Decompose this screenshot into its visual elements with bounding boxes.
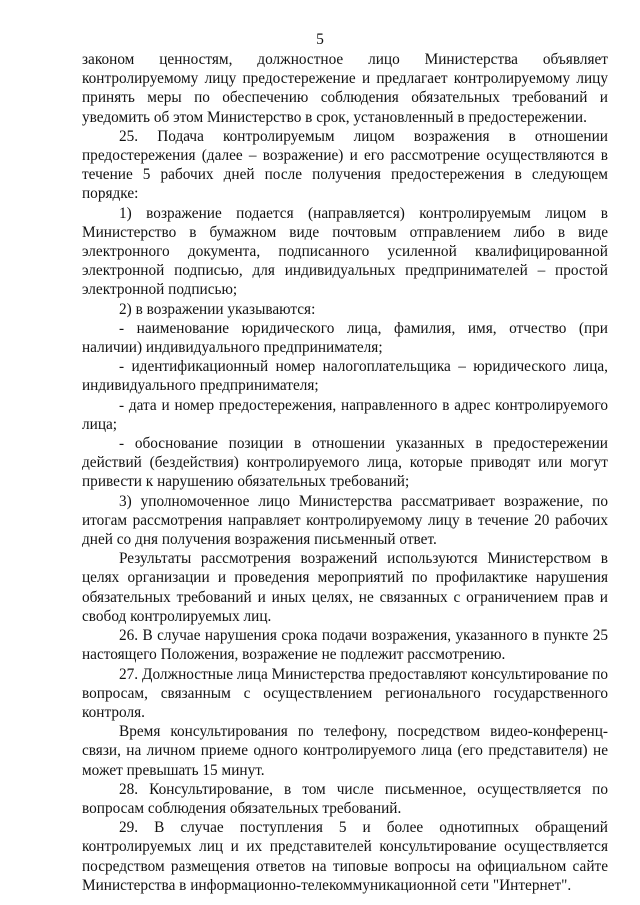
paragraph-25: 25. Подача контролируемым лицом возражения в отношении предостережения (далее – возражение) и его рассмотрение осуществляются в течение 5 рабочих дней после получения предостережения в следующем порядке: (82, 127, 608, 203)
document-body (82, 50, 608, 895)
paragraph-28: 28. Консультирование, в том числе письменное, осуществляется по вопросам соблюдения обязательных требований. (82, 780, 608, 817)
paragraph-25-item-1: 1) возражение подается (направляется) контролируемым лицом в Министерство в бумажном виде почтовым отправлением либо в виде электронного документа, подписанного усиленной квалифицированной электронной подписью, для индивидуальных предпринимателей – простой электронной подписью; (82, 204, 608, 299)
paragraph-continuation: законом ценностям, должностное лицо Министерства объявляет контролируемому лицу предостережение и предлагает контролируемому лицу принять меры по обеспечению соблюдения обязательных требований и уведомить об этом Министерство в срок, установленный в предостережении. (82, 51, 608, 126)
page-number: 5 (316, 31, 324, 48)
paragraph-27: 27. Должностные лица Министерства предоставляют консультирование по вопросам, связанным с осуществлением регионального государственного контроля. (82, 665, 608, 721)
paragraph-26: 26. В случае нарушения срока подачи возражения, указанного в пункте 25 настоящего Положения, возражение не подлежит рассмотрению. (82, 627, 608, 664)
paragraph-25-results: Результаты рассмотрения возражений используются Министерством в целях организации и проведения мероприятий по профилактике нарушения обязательных требований и иных целях, не связанных с ограничением прав и свобод контролируемых лиц. (82, 550, 608, 625)
paragraph-25-item-2-justification: - обоснование позиции в отношении указанных в предостережении действий (бездействия) контролируемого лица, которые приводят или могут привести к нарушению обязательных требований; (82, 435, 608, 491)
paragraph-25-item-2-inn: - идентификационный номер налогоплательщика – юридического лица, индивидуального предпринимателя; (82, 358, 608, 395)
paragraph-25-item-2-date: - дата и номер предостережения, направленного в адрес контролируемого лица; (82, 396, 608, 433)
paragraph-25-item-2-name: - наименование юридического лица, фамилия, имя, отчество (при наличии) индивидуального предпринимателя; (82, 319, 608, 357)
paragraph-27-time: Время консультирования по телефону, посредством видео-конференц-связи, на личном приеме одного контролируемого лица (его представителя) не может превышать 15 минут. (82, 723, 608, 779)
paragraph-25-item-3: 3) уполномоченное лицо Министерства рассматривает возражение, по итогам рассмотрения направляет контролируемому лицу в течение 20 рабочих дней со дня получения возражения письменный ответ. (82, 492, 608, 549)
paragraph-29: 29. В случае поступления 5 и более однотипных обращений контролируемых лиц и их представителей консультирование осуществляется посредством размещения ответов на типовые вопросы на официальном сайте Министерства в информационно-телекоммуникационной сети "Интернет". (82, 819, 608, 894)
paragraph-25-item-2: 2) в возражении указываются: (119, 300, 316, 318)
